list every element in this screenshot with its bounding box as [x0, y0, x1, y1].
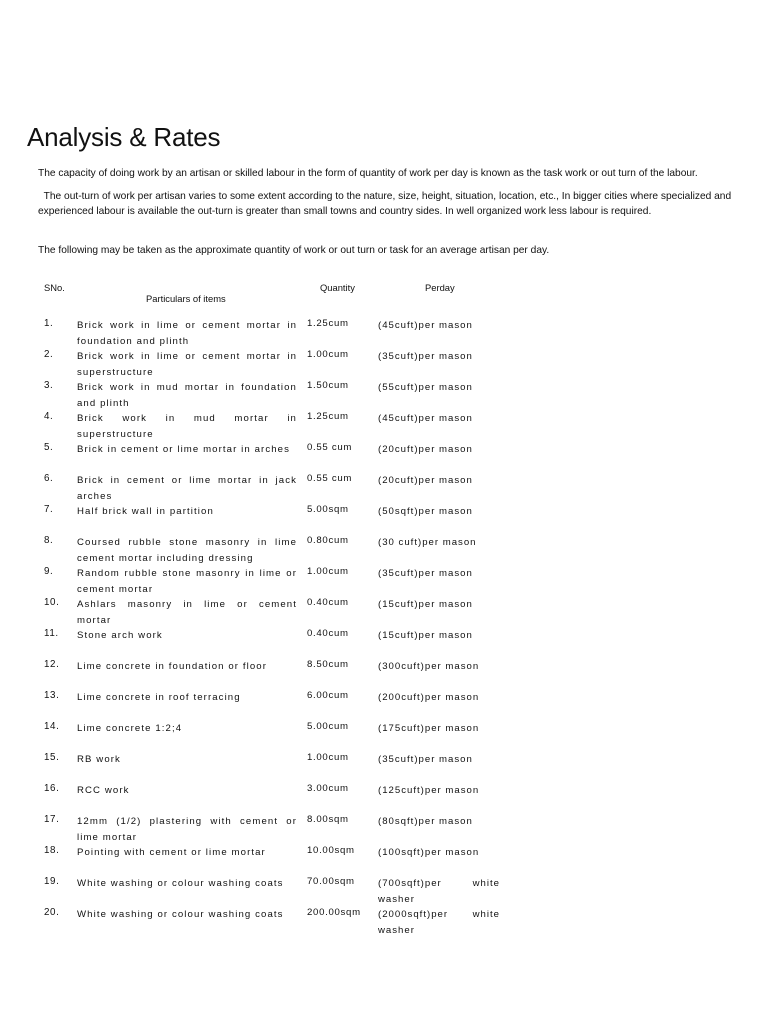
row-item: White washing or colour washing coats — [77, 878, 284, 889]
row-sno: 10. — [44, 597, 60, 608]
row-item: 12mm (1/2) plastering with cement or lime mortar — [77, 816, 297, 843]
row-sno: 6. — [44, 473, 54, 484]
row-quantity: 0.55 cum — [307, 473, 353, 484]
row-item: RCC work — [77, 785, 130, 796]
row-item: Half brick wall in partition — [77, 506, 214, 517]
row-perday: (50sqft)per mason — [378, 506, 473, 517]
row-perday: (35cuft)per mason — [378, 351, 473, 362]
row-perday: (30 cuft)per mason — [378, 537, 477, 548]
row-perday: (35cuft)per mason — [378, 568, 473, 579]
row-quantity: 6.00cum — [307, 690, 349, 701]
row-perday: (15cuft)per mason — [378, 630, 473, 641]
row-sno: 3. — [44, 380, 54, 391]
table-row — [0, 318, 768, 348]
intro-paragraph: The capacity of doing work by an artisan or skilled labour in the form of quantity of work per day is known as the task work or out turn of the labour. — [38, 168, 698, 179]
row-sno: 8. — [44, 535, 54, 546]
row-quantity: 1.00cum — [307, 752, 349, 763]
row-perday: (80sqft)per mason — [378, 816, 473, 827]
table-row — [0, 566, 768, 596]
table-row — [0, 504, 768, 534]
row-perday: (300cuft)per mason — [378, 661, 480, 672]
row-sno: 18. — [44, 845, 60, 856]
row-item: Brick in cement or lime mortar in arches — [77, 444, 291, 455]
row-item: Coursed rubble stone masonry in lime cement mortar including dressing — [77, 537, 297, 564]
row-quantity: 3.00cum — [307, 783, 349, 794]
row-quantity: 1.50cum — [307, 380, 349, 391]
page-title: Analysis & Rates — [27, 122, 221, 152]
row-perday: (100sqft)per mason — [378, 847, 480, 858]
header-sno: SNo. — [44, 282, 65, 293]
row-quantity: 0.40cum — [307, 597, 349, 608]
row-perday: (45cuft)per mason — [378, 413, 473, 424]
row-perday: (20cuft)per mason — [378, 444, 473, 455]
row-quantity: 8.00sqm — [307, 814, 349, 825]
row-item: Stone arch work — [77, 630, 163, 641]
row-sno: 15. — [44, 752, 60, 763]
row-quantity: 200.00sqm — [307, 907, 361, 918]
row-sno: 11. — [44, 628, 59, 639]
row-sno: 9. — [44, 566, 54, 577]
row-item: Brick work in lime or cement mortar in foundation and plinth — [77, 320, 297, 347]
row-item: Lime concrete 1:2;4 — [77, 723, 183, 734]
row-quantity: 1.00cum — [307, 566, 349, 577]
header-perday: Perday — [425, 282, 455, 293]
row-quantity: 5.00sqm — [307, 504, 349, 515]
table-row — [0, 690, 768, 720]
row-item: Lime concrete in roof terracing — [77, 692, 241, 703]
header-quantity: Quantity — [320, 282, 355, 293]
row-quantity: 8.50cum — [307, 659, 349, 670]
table-row — [0, 349, 768, 379]
header-particulars: Particulars of items — [146, 293, 226, 304]
row-item: RB work — [77, 754, 121, 765]
row-quantity: 10.00sqm — [307, 845, 355, 856]
row-item: Brick work in mud mortar in foundation and plinth — [77, 382, 297, 409]
row-quantity: 5.00cum — [307, 721, 349, 732]
row-perday: (15cuft)per mason — [378, 599, 473, 610]
row-quantity: 0.55 cum — [307, 442, 353, 453]
row-item: Pointing with cement or lime mortar — [77, 847, 266, 858]
table-row — [0, 535, 768, 565]
row-perday: (35cuft)per mason — [378, 754, 473, 765]
table-row — [0, 845, 768, 875]
row-sno: 2. — [44, 349, 54, 360]
table-row — [0, 628, 768, 658]
table-row — [0, 380, 768, 410]
row-sno: 13. — [44, 690, 60, 701]
table-row — [0, 411, 768, 441]
table-row — [0, 752, 768, 782]
table-row — [0, 442, 768, 472]
row-sno: 19. — [44, 876, 60, 887]
row-quantity: 0.80cum — [307, 535, 349, 546]
row-item: Brick work in mud mortar in superstructure — [77, 413, 297, 440]
row-item: White washing or colour washing coats — [77, 909, 284, 920]
row-quantity: 70.00sqm — [307, 876, 355, 887]
row-sno: 12. — [44, 659, 60, 670]
row-sno: 5. — [44, 442, 54, 453]
table-row — [0, 721, 768, 751]
table-row — [0, 473, 768, 503]
row-perday: (20cuft)per mason — [378, 475, 473, 486]
row-perday: (2000sqft)per white washer — [378, 909, 500, 936]
row-item: Brick in cement or lime mortar in jack arches — [77, 475, 297, 502]
row-sno: 1. — [44, 318, 54, 329]
row-sno: 17. — [44, 814, 60, 825]
table-row — [0, 783, 768, 813]
row-quantity: 1.25cum — [307, 411, 349, 422]
table-row — [0, 597, 768, 627]
row-sno: 16. — [44, 783, 60, 794]
row-perday: (125cuft)per mason — [378, 785, 480, 796]
row-perday: (200cuft)per mason — [378, 692, 480, 703]
table-row — [0, 659, 768, 689]
row-item: Ashlars masonry in lime or cement mortar — [77, 599, 297, 626]
table-row — [0, 814, 768, 844]
row-sno: 4. — [44, 411, 54, 422]
row-perday: (175cuft)per mason — [378, 723, 480, 734]
row-perday: (700sqft)per white washer — [378, 878, 500, 905]
row-sno: 7. — [44, 504, 54, 515]
row-quantity: 1.00cum — [307, 349, 349, 360]
row-perday: (45cuft)per mason — [378, 320, 473, 331]
row-item: Random rubble stone masonry in lime or cement mortar — [77, 568, 297, 595]
row-sno: 20. — [44, 907, 60, 918]
row-item: Brick work in lime or cement mortar in superstructure — [77, 351, 297, 378]
table-row — [0, 907, 768, 937]
row-item: Lime concrete in foundation or floor — [77, 661, 267, 672]
outturn-paragraph: The out-turn of work per artisan varies to some extent according to the nature, size, height, situation, location, etc., In bigger cities where specialized and experienced labour is available the out-turn is greater than small towns and country sides. In well organized work less labour is required. — [38, 191, 732, 217]
row-quantity: 1.25cum — [307, 318, 349, 329]
row-quantity: 0.40cum — [307, 628, 349, 639]
table-row — [0, 876, 768, 906]
row-perday: (55cuft)per mason — [378, 382, 473, 393]
table-intro-paragraph: The following may be taken as the approximate quantity of work or out turn or task for an average artisan per day. — [38, 245, 550, 256]
row-sno: 14. — [44, 721, 60, 732]
